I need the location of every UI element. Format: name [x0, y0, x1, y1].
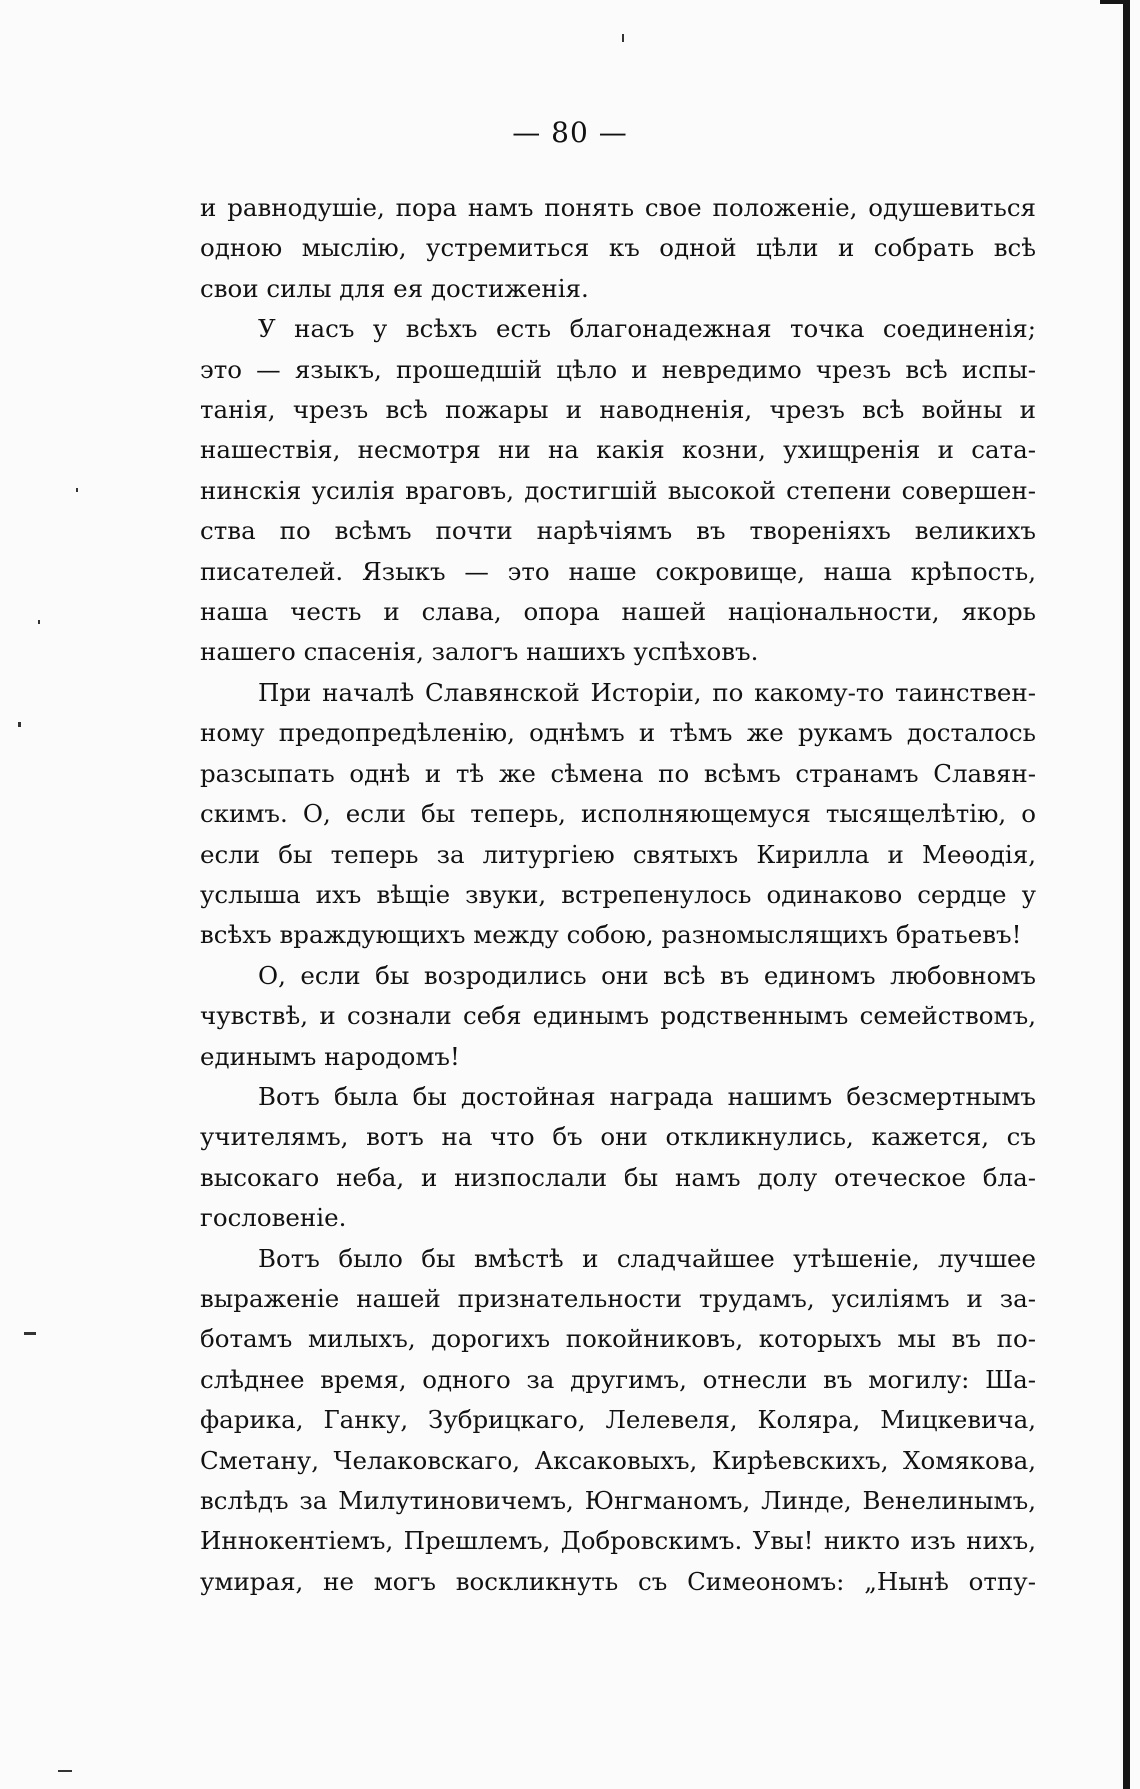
- text-line: высокаго неба, и низпослали бы намъ долу отеческое бла-: [200, 1162, 1036, 1192]
- text-line: нашествія, несмотря ни на какія козни, ухищренія и сата-: [200, 435, 1036, 465]
- page-number: — 80 —: [512, 116, 628, 149]
- print-speck: [24, 1332, 36, 1335]
- text-line: и равнодушіе, пора намъ понять свое положеніе, одушевиться: [200, 193, 1036, 222]
- text-line: наша честь и слава, опора нашей національности, якорь: [200, 597, 1036, 627]
- print-speck: [76, 488, 78, 492]
- text-line: одною мыслію, устремиться къ одной цѣли и собрать всѣ: [200, 233, 1036, 263]
- text-line: учителямъ, вотъ на что бъ они откликнулись, кажется, съ: [200, 1122, 1036, 1152]
- text-line: Иннокентіемъ, Прешлемъ, Добровскимъ. Увы! никто изъ нихъ,: [200, 1526, 1036, 1556]
- text-line: При началѣ Славянской Исторіи, по какому-то таинствен-: [258, 677, 1036, 707]
- print-speck: [18, 722, 21, 727]
- text-line: писателей. Языкъ — это наше сокровище, наша крѣпость,: [200, 556, 1036, 586]
- text-line: разсыпать однѣ и тѣ же сѣмена по всѣмъ странамъ Славян-: [200, 758, 1036, 788]
- text-line: нашего спасенія, залогъ нашихъ успѣховъ.: [200, 637, 759, 667]
- text-line: О, если бы возродились они всѣ въ единомъ любовномъ: [258, 960, 1036, 990]
- text-line: вслѣдъ за Милутиновичемъ, Юнгманомъ, Линде, Венелинымъ,: [200, 1486, 1036, 1515]
- text-line: танія, чрезъ всѣ пожары и наводненія, чрезъ всѣ войны и: [200, 395, 1036, 425]
- text-line: слѣднее время, одного за другимъ, отнесли въ могилу: Ша-: [200, 1364, 1036, 1394]
- text-line: умирая, не могъ воскликнуть съ Симеономъ: „Нынѣ отпу-: [200, 1566, 1036, 1596]
- print-speck: [38, 620, 40, 624]
- paragraph-1: [200, 188, 1036, 309]
- text-line: ботамъ милыхъ, дорогихъ покойниковъ, которыхъ мы въ по-: [200, 1324, 1036, 1354]
- text-line: нинскія усилія враговъ, достигшій высокой степени совершен-: [200, 475, 1036, 505]
- text-line: ному предопредѣленію, однѣмъ и тѣмъ же рукамъ досталось: [200, 718, 1036, 748]
- text-line: всѣхъ враждующихъ между собою, разномыслящихъ братьевъ!: [200, 920, 1022, 950]
- paragraph-4: [200, 956, 1036, 1077]
- text-line: Вотъ была бы достойная награда нашимъ безсмертнымъ: [258, 1081, 1036, 1111]
- text-line: это — языкъ, прошедшій цѣло и невредимо чрезъ всѣ испы-: [200, 354, 1036, 384]
- text-line: ства по всѣмъ почти нарѣчіямъ въ твореніяхъ великихъ: [200, 516, 1036, 546]
- text-line: Сметану, Челаковскаго, Аксаковыхъ, Кирѣевскихъ, Хомякова,: [200, 1445, 1036, 1475]
- text-line: единымъ народомъ!: [200, 1041, 460, 1071]
- text-line: У насъ у всѣхъ есть благонадежная точка соединенія;: [258, 314, 1036, 344]
- paragraph-5: [200, 1077, 1036, 1239]
- paragraph-2: [200, 309, 1036, 673]
- text-line: услыша ихъ вѣщіе звуки, встрепенулось одинаково сердце у: [200, 879, 1036, 909]
- text-line: чувствѣ, и сознали себя единымъ родственнымъ семействомъ,: [200, 1001, 1036, 1031]
- text-line: если бы теперь за литургіею святыхъ Кирилла и Меѳодія,: [200, 839, 1036, 869]
- text-line: Вотъ было бы вмѣстѣ и сладчайшее утѣшеніе, лучшее: [258, 1243, 1036, 1273]
- body-text: [200, 188, 1036, 1602]
- print-speck: [58, 1770, 72, 1772]
- text-line: скимъ. О, если бы теперь, исполняющемуся тысящелѣтію, о: [200, 799, 1036, 829]
- paragraph-3: [200, 673, 1036, 956]
- print-speck: [622, 34, 624, 42]
- page-edge-corner: [1100, 0, 1130, 4]
- text-line: гословеніе.: [200, 1203, 347, 1233]
- text-line: свои силы для ея достиженія.: [200, 273, 589, 303]
- page-edge-shadow: [1123, 0, 1130, 1789]
- text-line: выраженіе нашей признательности трудамъ, усиліямъ и за-: [200, 1283, 1036, 1313]
- paragraph-6: [200, 1239, 1036, 1603]
- text-line: фарика, Ганку, Зубрицкаго, Лелевеля, Коляра, Мицкевича,: [200, 1405, 1036, 1435]
